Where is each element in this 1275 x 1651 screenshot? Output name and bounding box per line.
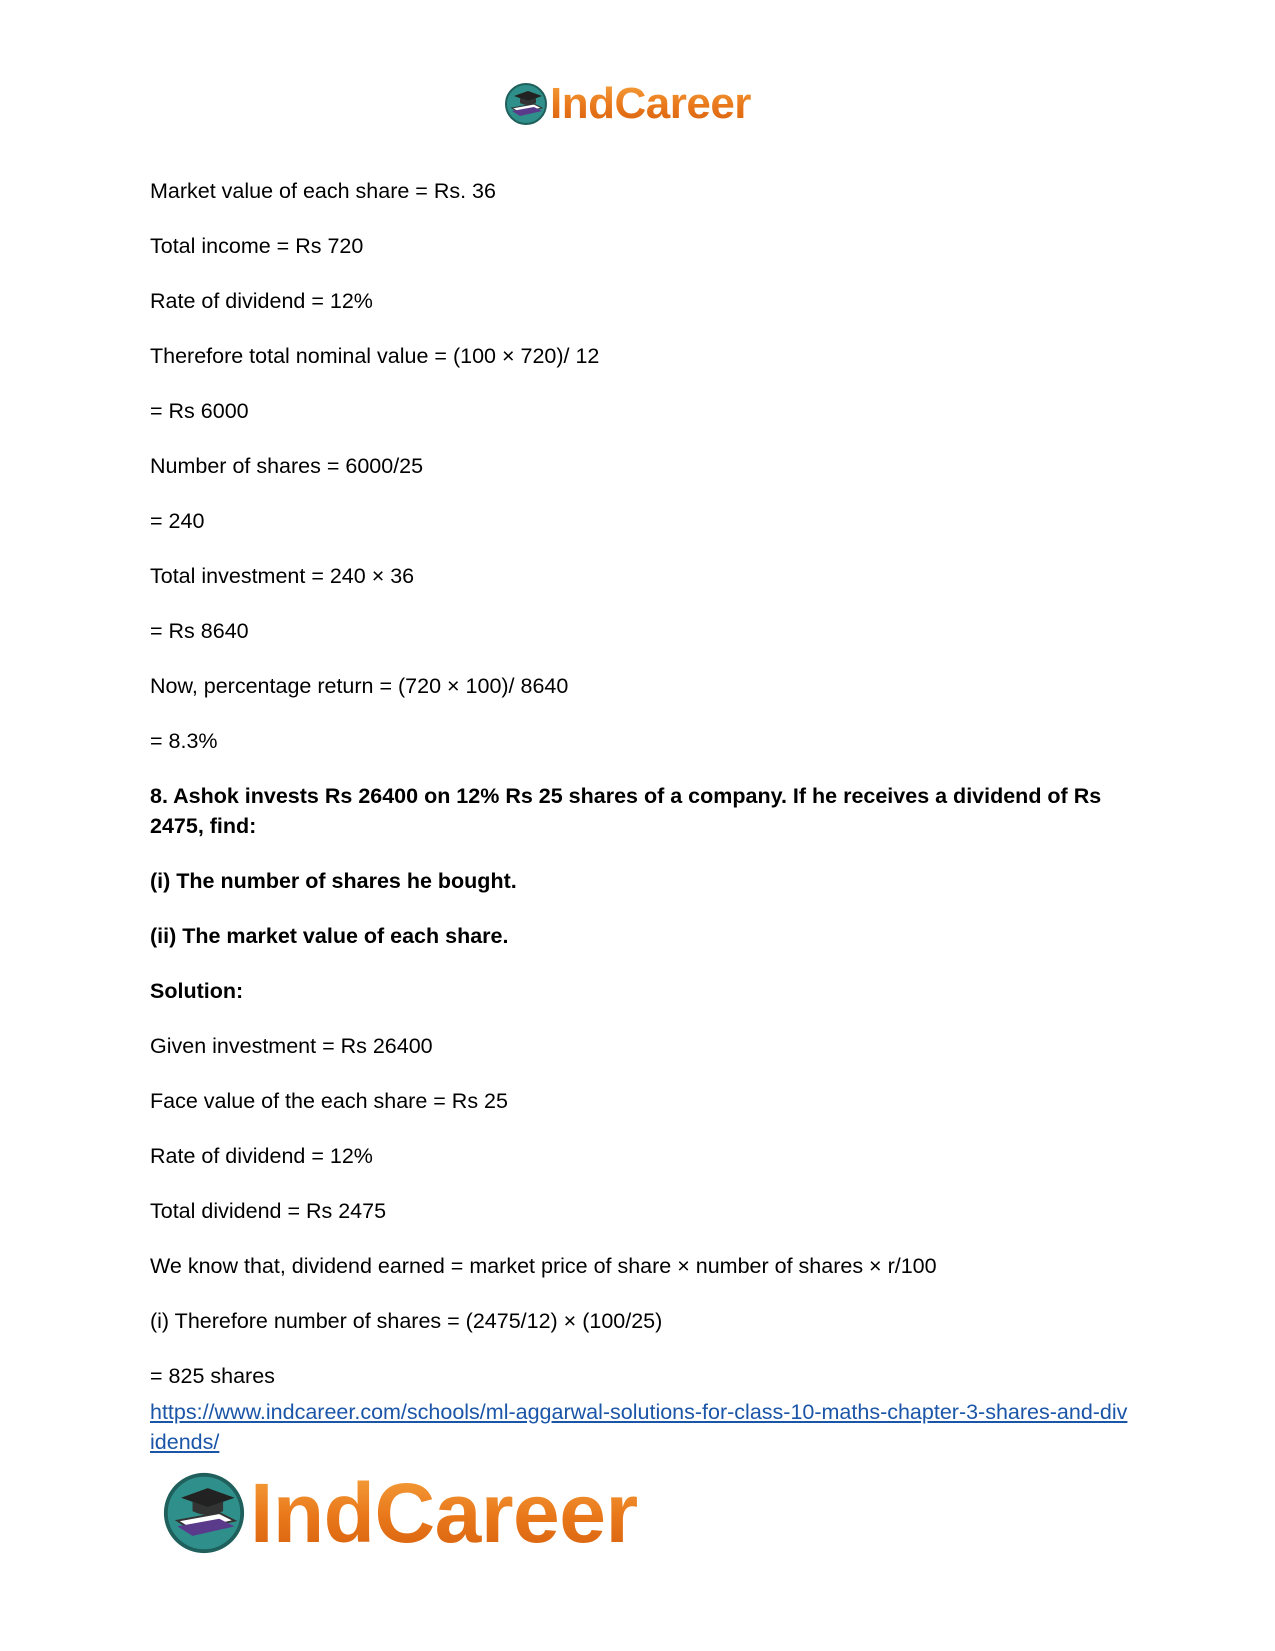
graduation-cap-book-icon: [162, 1471, 246, 1555]
text-line: Number of shares = 6000/25: [150, 454, 424, 478]
text-line: Total investment = 240 × 36: [150, 564, 415, 588]
question-part-i: (i) The number of shares he bought.: [150, 869, 517, 893]
graduation-cap-book-icon: [504, 82, 548, 126]
solution-line: (i) Therefore number of shares = (2475/12) × (100/25): [150, 1309, 663, 1333]
solution-line: Total dividend = Rs 2475: [150, 1199, 387, 1223]
question-text: 8. Ashok invests Rs 26400 on 12% Rs 25 shares of a company. If he receives a dividend of Rs 2475, find:: [150, 784, 1102, 838]
brand-name: IndCareer: [250, 1466, 638, 1560]
solution-line: Face value of the each share = Rs 25: [150, 1089, 508, 1113]
solution-line: We know that, dividend earned = market price of share × number of shares × r/100: [150, 1254, 937, 1278]
text-line: = 8.3%: [150, 729, 218, 753]
solution-line: Rate of dividend = 12%: [150, 1144, 373, 1168]
text-line: = 240: [150, 509, 205, 533]
solution-line: Given investment = Rs 26400: [150, 1034, 433, 1058]
solution-label: Solution:: [150, 979, 244, 1003]
question-part-ii: (ii) The market value of each share.: [150, 924, 509, 948]
text-line: Rate of dividend = 12%: [150, 289, 373, 313]
text-line: Market value of each share = Rs. 36: [150, 179, 496, 203]
solution-line: = 825 shares: [150, 1364, 275, 1388]
text-line: = Rs 6000: [150, 399, 249, 423]
text-line: Now, percentage return = (720 × 100)/ 8640: [150, 674, 569, 698]
header-logo: [504, 80, 751, 128]
footer-logo: [162, 1468, 638, 1558]
text-line: Total income = Rs 720: [150, 234, 364, 258]
text-line: = Rs 8640: [150, 619, 249, 643]
footer-link[interactable]: https://www.indcareer.com/schools/ml-aggarwal-solutions-for-class-10-maths-chapter-3-shares-and-dividends/: [150, 1400, 1128, 1454]
text-line: Therefore total nominal value = (100 × 720)/ 12: [150, 344, 600, 368]
document-body: [150, 176, 1130, 1416]
brand-name: IndCareer: [550, 79, 751, 128]
